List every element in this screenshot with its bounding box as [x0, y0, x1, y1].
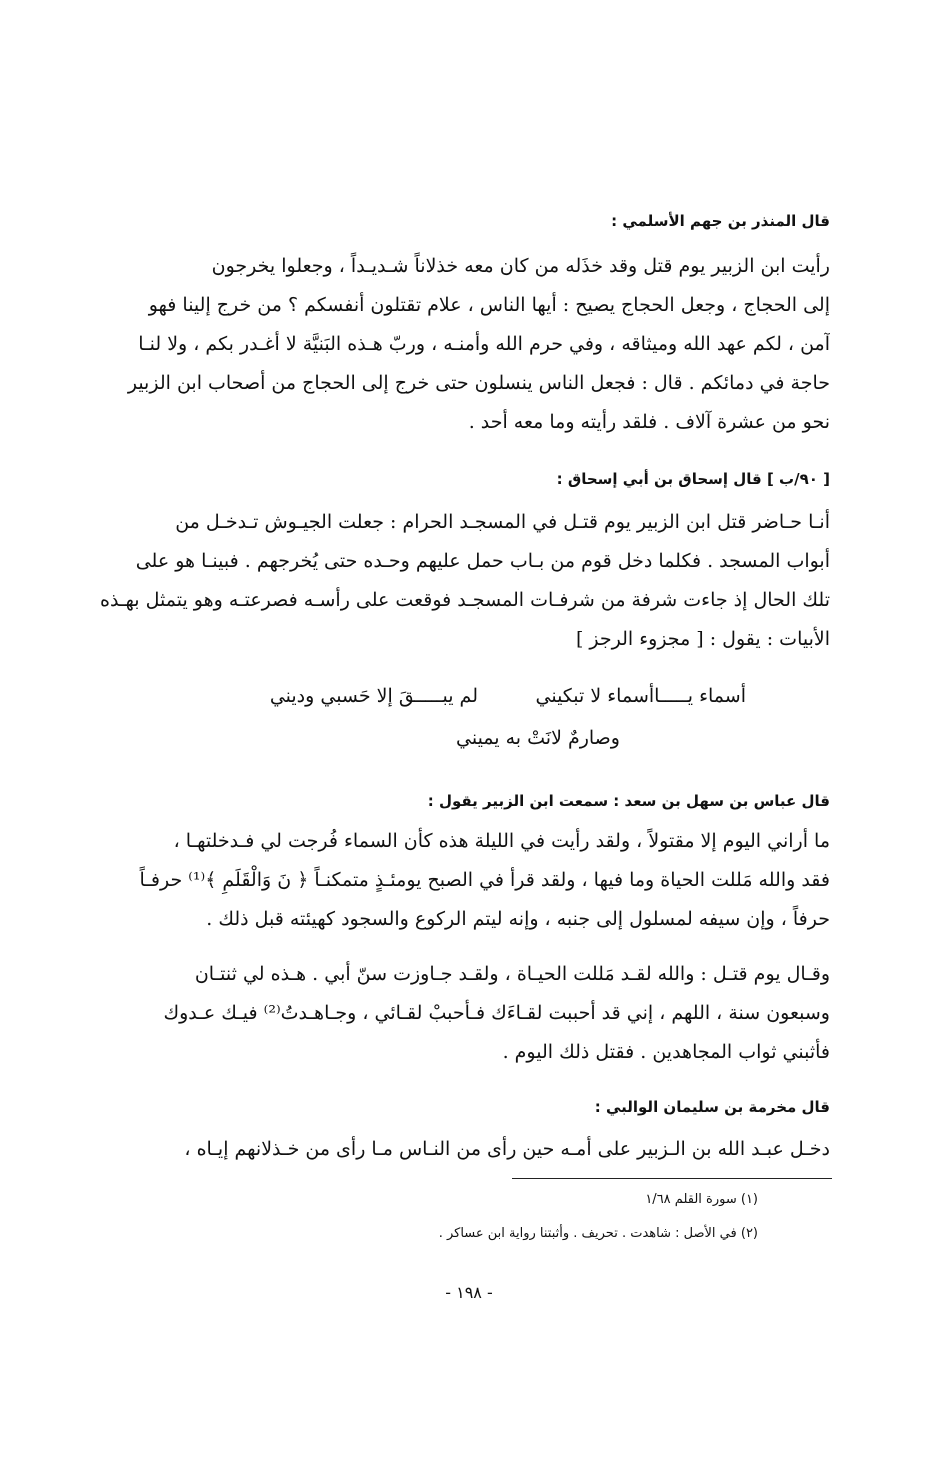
text-line: حاجة في دمائكم . قال : فجعل الناس ينسلون حتى خرج إلى الحجاج من أصحاب ابن الزبير — [127, 372, 830, 394]
footnote-separator — [512, 1178, 832, 1179]
section-heading-ishaq: [ ٩٠/ب ] قال إسحاق بن أبي إسحاق : — [556, 470, 830, 488]
paragraph-makhrama — [100, 1130, 830, 1169]
paragraph-mundhir — [100, 247, 830, 442]
section-heading-abbas: قال عباس بن سهل بن سعد : سمعت ابن الزبير يقول : — [427, 792, 830, 810]
text-line: ما أراني اليوم إلا مقتولاً ، ولقد رأيت في الليلة هذه كأن السماء فُرجت لي فـدخلتهـا ، — [173, 830, 830, 852]
text-line: تلك الحال إذ جاءت شرفة من شرفـات المسجـد فوقعت على رأسـه فصرعتـه وهو يتمثل بهـذه — [100, 589, 830, 611]
text-line: أنـا حـاضر قتل ابن الزبير يوم قتـل في المسجـد الحرام : جعلت الجيـوش تـدخـل من — [175, 511, 830, 533]
text-line: رأيت ابن الزبير يوم قتل وقد خذَله من كان معه خذلاناً شـديـداً ، وجعلوا يخرجون — [211, 255, 830, 277]
text-line: نحو من عشرة آلاف . فلقد رأيته وما معه أحد . — [468, 411, 830, 433]
verse-line-2: وصارمٌ لانَتْ به يميني — [456, 727, 620, 749]
text-line: دخـل عبـد الله بن الـزبير على أمـه حين رأى من النـاس مـا رأى من خـذلانهم إيـاه ، — [184, 1138, 830, 1160]
text-line: حرفاً ، وإن سيفه لمسلول إلى جنبه ، وإنه ليتم الركوع والسجود كهيئته قبل ذلك . — [206, 908, 830, 930]
text-line: فقد والله مَللت الحياة وما فيها ، ولقد قرأ في الصبح يومئـذٍ متمكنـاً ﴿ نَ وَالْقَلَمِ ﴾⁽¹⁾ حرفـاً — [139, 869, 830, 891]
text-line: أبواب المسجد . فكلما دخل قوم من بـاب حمل عليهم وحـده حتى يُخرجهم . فبينـا هو على — [135, 550, 830, 572]
text-line: إلى الحجاج ، وجعل الحجاج يصيح : أيها الناس ، علام تقتلون أنفسكم ؟ من خرج إلينا فهو — [148, 294, 830, 316]
text-line: وسبعون سنة ، اللهم ، إني قد أحببت لقـاءَك فـأحببْ لقـائي ، وجـاهـدتُ⁽²⁾ فيـك عـدوك — [163, 1002, 830, 1024]
page-number: - ١٩٨ - — [445, 1283, 493, 1302]
verse-hemistich-left: لم يبـــــقَ إلا حَسبي وديني — [269, 685, 478, 707]
paragraph-abbas — [100, 822, 830, 939]
footnote-2: (٢) في الأصل : شاهدت . تحريف . وأثبتنا رواية ابن عساكر . — [438, 1226, 758, 1241]
paragraph-last-day — [100, 955, 830, 1072]
text-line: وقـال يوم قتـل : والله لقـد مَللت الحيـاة ، ولقـد جـاوزت سنّ أبي . هـذه لي ثنتـان — [194, 963, 830, 985]
paragraph-ishaq — [100, 503, 830, 659]
footnote-1: (١) سورة القلم ١/٦٨ — [645, 1192, 758, 1207]
text-line: فأثبني ثواب المجاهدين . فقتل ذلك اليوم . — [502, 1041, 830, 1063]
section-heading-mundhir: قال المنذر بن جهم الأسلمي : — [611, 212, 830, 230]
text-line: آمن ، لكم عهد الله وميثاقه ، وفي حرم الله وأمنـه ، وربّ هـذه البَنيَّة لا أغـدر بكم ، ولا لنـا — [138, 333, 830, 355]
section-heading-makhrama: قال مخرمة بن سليمان الوالبي : — [594, 1098, 830, 1116]
verse-hemistich-right: أسماء يـــــاأسماء لا تبكيني — [535, 685, 746, 707]
text-line: الأبيات : يقول : [ مجزوء الرجز ] — [575, 628, 830, 650]
